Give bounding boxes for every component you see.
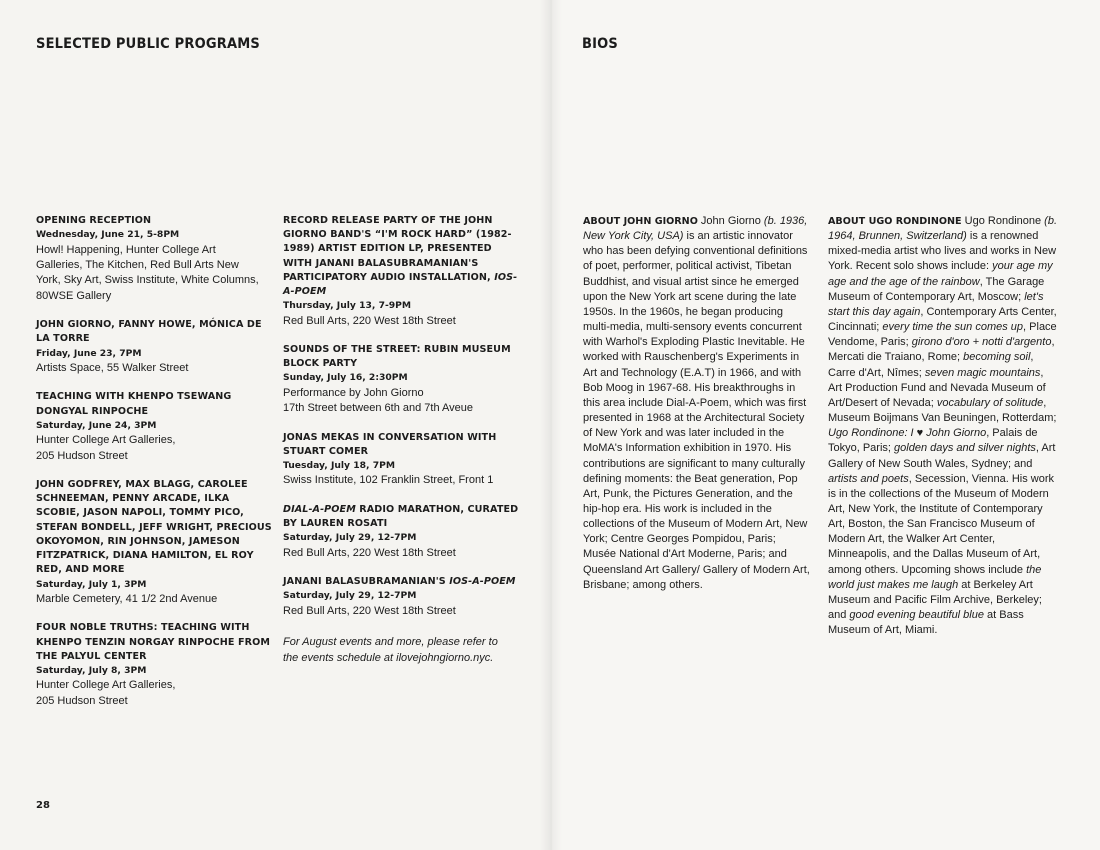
bio-text: is a renowned mixed-media artist who lives and works in New York. Recent solo shows include: (828, 230, 1057, 273)
event-location: 17th Street between 6th and 7th Aveue (283, 402, 474, 415)
event-title-part: SOUNDS OF THE STREET: RUBIN MUSEUM BLOCK PARTY (283, 344, 511, 370)
program-event (36, 478, 272, 607)
bio-italic-text: John Giorno (923, 427, 987, 440)
event-title (283, 431, 519, 459)
event-title (283, 343, 519, 371)
bio-text: , Mercati die Traiano, Rome; (828, 336, 1055, 364)
bios-heading: BIOS (582, 36, 619, 52)
page-number: 28 (36, 800, 50, 811)
bio-text: , The Garage Museum of Contemporary Art, Moscow; (828, 275, 1045, 303)
event-location: Galleries, The Kitchen, Red Bull Arts New (36, 259, 239, 272)
program-event (36, 390, 272, 464)
event-date: Thursday, July 13, 7-9PM (283, 300, 412, 312)
program-event (36, 621, 272, 709)
bio-text: , Palais de Tokyo, Paris; (828, 427, 1038, 455)
note-line: For August events and more, please refer to (283, 636, 498, 649)
program-event (36, 318, 272, 376)
event-location: Red Bull Arts, 220 West 18th Street (283, 546, 456, 559)
bio-italic-text: golden days and silver nights (894, 442, 1036, 455)
note-line: the events schedule at ilovejohngiorno.nyc. (283, 651, 494, 664)
bio-text: John Giorno (697, 215, 764, 227)
bio-text: is an artistic innovator who has been defying conventional definitions of poet, performer, political activist, Tibetan Buddhist, and visual artist since he emerged upon the New York art scene during the late 1950s. In the 1960s, he began producing multi-media, multi-sensory events concurrent with Warhol's Exploding Plastic Inevitable. He worked with Rauschenberg's Experiments in Art and Technology (E.A.T) in 1966, and with Bob Moog in 1967-68. His breakthroughs in this area include Dial-A-Poem, which was first presented in 1968 at the Architectural Society of New York and was later included in the MoMA's Information exhibition in 1970. His contributions are significant to many culturally defining moments: the Beat generation, Pop Art, Punk, the Pictures Generation, and the hip-hop era. His work is included in the collections of the Museum of Modern Art, New York; Centre Georges Pompidou, Paris; Musée National d'Art Moderne, Paris; and Queensland Art Gallery/ Gallery of Modern Art, Brisbane; among others. (583, 230, 810, 591)
event-location: 80WSE Gallery (36, 289, 112, 302)
event-location: York, Sky Art, Swiss Institute, White Columns, (36, 274, 259, 287)
book-gutter (540, 0, 562, 850)
event-location: 205 Hudson Street (36, 449, 128, 462)
bio-ugo-rondinone (828, 214, 1058, 638)
bio-italic-text: every time the sun comes up (882, 321, 1024, 334)
event-title (283, 575, 519, 589)
bio-italic-text: (b. 1936, New York City, USA) (583, 215, 808, 243)
event-title: JOHN GODFREY, MAX BLAGG, CAROLEE SCHNEEMAN, PENNY ARCADE, ILKA SCOBIE, JASON NAPOLI, TOMMY PICO, STEFAN BONDELL, JEFF WRIGHT, PRECIOUS OKOYOMON, RIN JOHNSON, JAMESON FITZPATRICK, DIANA HAMILTON, EL ROY RED, AND MORE (36, 479, 272, 576)
bio-italic-text: vocabulary of solitude (936, 396, 1044, 409)
event-title-part: RECORD RELEASE PARTY OF THE JOHN GIORNO BAND'S “I'M ROCK HARD” (1982-1989) ARTIST EDITION LP, PRESENTED WITH JANANI BALASUBRAMANIAN'S PARTICIPATORY AUDIO INSTALLATION, (283, 215, 512, 283)
event-location: Howl! Happening, Hunter College Art (36, 243, 216, 256)
program-event (283, 214, 519, 329)
programs-column-2 (283, 214, 519, 666)
program-event (283, 431, 519, 489)
bio-text: , Contemporary Arts Center, Cincinnati; (828, 305, 1057, 334)
event-location: Hunter College Art Galleries, (36, 434, 176, 447)
bio-italic-text: the world just makes me laugh (828, 563, 1042, 591)
event-date: Saturday, July 1, 3PM (36, 578, 147, 590)
program-event (283, 575, 519, 619)
bio-heading: ABOUT UGO RONDINONE (828, 216, 962, 227)
bio-italic-text: seven magic mountains (924, 366, 1041, 379)
event-date: Saturday, July 29, 12-7PM (283, 590, 417, 602)
event-location: Artists Space, 55 Walker Street (36, 362, 189, 375)
event-title: OPENING RECEPTION (36, 215, 152, 226)
event-date: Sunday, July 16, 2:30PM (283, 372, 408, 384)
program-event (283, 503, 519, 561)
bio-text: Ugo Rondinone (961, 215, 1045, 227)
bio-text: , Art Gallery of New South Wales, Sydney; and (828, 442, 1056, 470)
bio-text: at Bass Museum of Art, Miami. (828, 609, 1024, 637)
bio-italic-text: let's start this day again (828, 290, 1044, 318)
event-location: Hunter College Art Galleries, (36, 679, 176, 692)
programs-heading: SELECTED PUBLIC PROGRAMS (36, 36, 260, 52)
event-location: 205 Hudson Street (36, 694, 128, 707)
event-date: Wednesday, June 21, 5-8PM (36, 229, 180, 241)
event-date: Friday, June 23, 7PM (36, 347, 142, 359)
programs-column-1 (36, 214, 272, 723)
event-title: TEACHING WITH KHENPO TSEWANG DONGYAL RINPOCHE (36, 391, 232, 417)
event-title-part: JONAS MEKAS IN CONVERSATION WITH STUART COMER (283, 431, 497, 457)
event-title: FOUR NOBLE TRUTHS: TEACHING WITH KHENPO TENZIN NORGAY RINPOCHE FROM THE PALYUL CENTER (36, 622, 271, 662)
event-location: Marble Cemetery, 41 1/2 2nd Avenue (36, 592, 218, 605)
bio-john-giorno (583, 214, 811, 593)
event-title (283, 214, 519, 299)
program-event (283, 343, 519, 417)
bio-text: , Art Production Fund and Nevada Museum of Art/Desert of Nevada; (828, 366, 1046, 409)
event-date: Saturday, July 29, 12-7PM (283, 532, 417, 544)
heart-icon: ♥ (916, 427, 924, 440)
event-date: Tuesday, July 18, 7PM (283, 460, 395, 472)
event-title-part: RADIO MARATHON, CURATED BY LAUREN ROSATI (283, 503, 519, 530)
bio-text: , Secession, Vienna. His work is in the collections of the Museum of Modern Art, New York, the Institute of Contemporary Art, Boston, the San Francisco Museum of Modern Art, the Walker Art Center, Minneapolis, and the Dallas Museum of Art, among others. Upcoming shows include (828, 472, 1055, 576)
program-event (36, 214, 272, 304)
event-date: Saturday, July 8, 3PM (36, 664, 147, 676)
right-page (550, 0, 1100, 850)
bio-italic-text: girono d'oro + notti d'argento (911, 336, 1052, 349)
bio-italic-text: artists and poets (828, 472, 909, 485)
august-note (283, 635, 519, 666)
event-title: JOHN GIORNO, FANNY HOWE, MÓNICA DE LA TORRE (36, 319, 262, 345)
event-title-italic: IOS-A-POEM (449, 576, 516, 588)
event-location: Red Bull Arts, 220 West 18th Street (283, 314, 456, 327)
bio-text: , Carre d'Art, Nîmes; (828, 351, 1034, 379)
event-date: Saturday, June 24, 3PM (36, 419, 157, 431)
event-title (283, 503, 519, 531)
event-location: Red Bull Arts, 220 West 18th Street (283, 604, 456, 617)
event-title-part: JANANI BALASUBRAMANIAN'S (283, 576, 450, 588)
event-location: Performance by John Giorno (283, 386, 424, 399)
event-title-italic: IOS-A-POEM (283, 271, 518, 298)
bio-italic-text: Ugo Rondinone: I (828, 427, 917, 440)
bio-italic-text: good evening beautiful blue (849, 609, 984, 622)
bio-italic-text: becoming soil (963, 351, 1031, 364)
event-title-italic: DIAL-A-POEM (283, 503, 356, 515)
bio-italic-text: (b. 1964, Brunnen, Switzerland) (828, 215, 1058, 243)
event-location: Swiss Institute, 102 Franklin Street, Front 1 (283, 474, 494, 487)
bio-italic-text: your age my age and the age of the rainbow (828, 260, 1053, 288)
bio-text: , Place Vendome, Paris; (828, 321, 1057, 349)
bio-text: at Berkeley Art Museum and Pacific Film Archive, Berkeley; and (828, 578, 1042, 622)
bio-heading: ABOUT JOHN GIORNO (583, 216, 698, 227)
bio-text: , Museum Boijmans Van Beuningen, Rotterdam; (828, 396, 1057, 425)
